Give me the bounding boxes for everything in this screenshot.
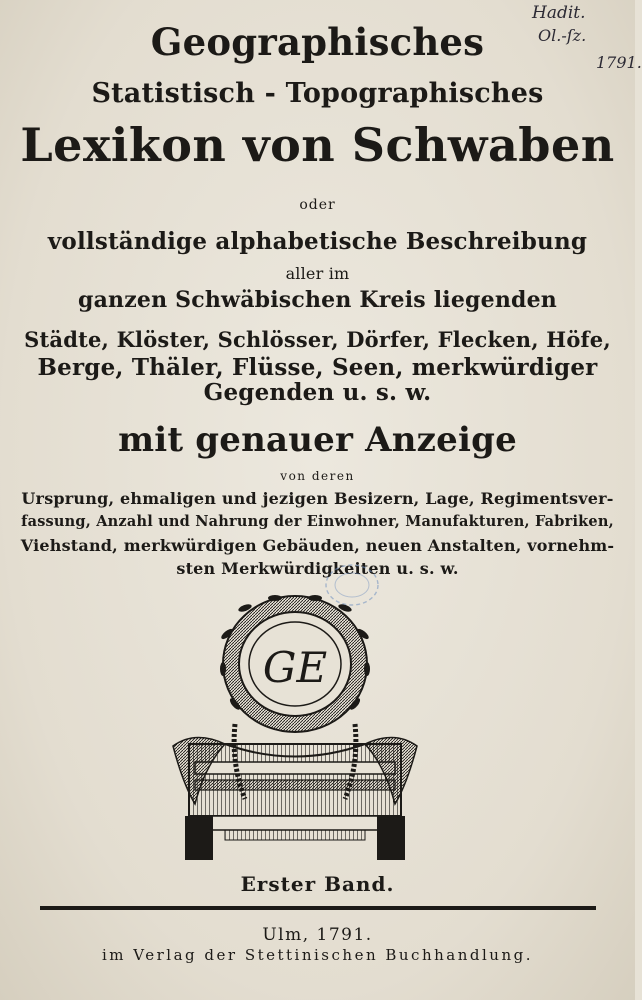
divider-rule [40,906,596,910]
handwritten-year: 1791. [596,53,642,72]
subtitle-line: von deren [280,469,355,483]
main-title: Lexikon von Schwaben [20,118,615,172]
handwritten-note: Ol.-ſz. [538,26,587,45]
volume-label: Erster Band. [240,872,395,896]
vignette-monogram: GE [262,643,328,692]
ornamental-vignette-icon [165,594,425,862]
imprint-place-date: Ulm, 1791. [262,925,373,945]
handwritten-note: Hadit. [532,3,586,23]
subtitle-line: aller im [285,264,350,283]
imprint-publisher: im Verlag der Stettinischen Buchhandlung. [102,946,533,964]
title-line-geographisches: Geographisches [150,20,485,64]
subtitle-line: Gegenden u. s. w. [203,379,432,406]
section-heading: mit genauer Anzeige [118,420,517,460]
subtitle-line: vollständige alphabetische Beschreibung [47,228,588,255]
description-line: sten Merkwürdigkeiten u. s. w. [176,559,459,578]
description-line: fassung, Anzahl und Nahrung der Einwohner, Manufakturen, Fabriken, [21,513,614,530]
title-line-oder: oder [299,197,336,213]
subtitle-line: Berge, Thäler, Flüsse, Seen, merkwürdiger [37,354,598,381]
title-line-statistisch: Statistisch - Topographisches [91,78,544,109]
subtitle-line: ganzen Schwäbischen Kreis liegenden [78,287,557,313]
description-line: Viehstand, merkwürdigen Gebäuden, neuen Anstalten, vornehm- [20,536,615,555]
subtitle-line: Städte, Klöster, Schlösser, Dörfer, Flecken, Höfe, [24,327,611,352]
description-line: Ursprung, ehmaligen und jezigen Besizern, Lage, Regimentsver- [21,489,614,508]
